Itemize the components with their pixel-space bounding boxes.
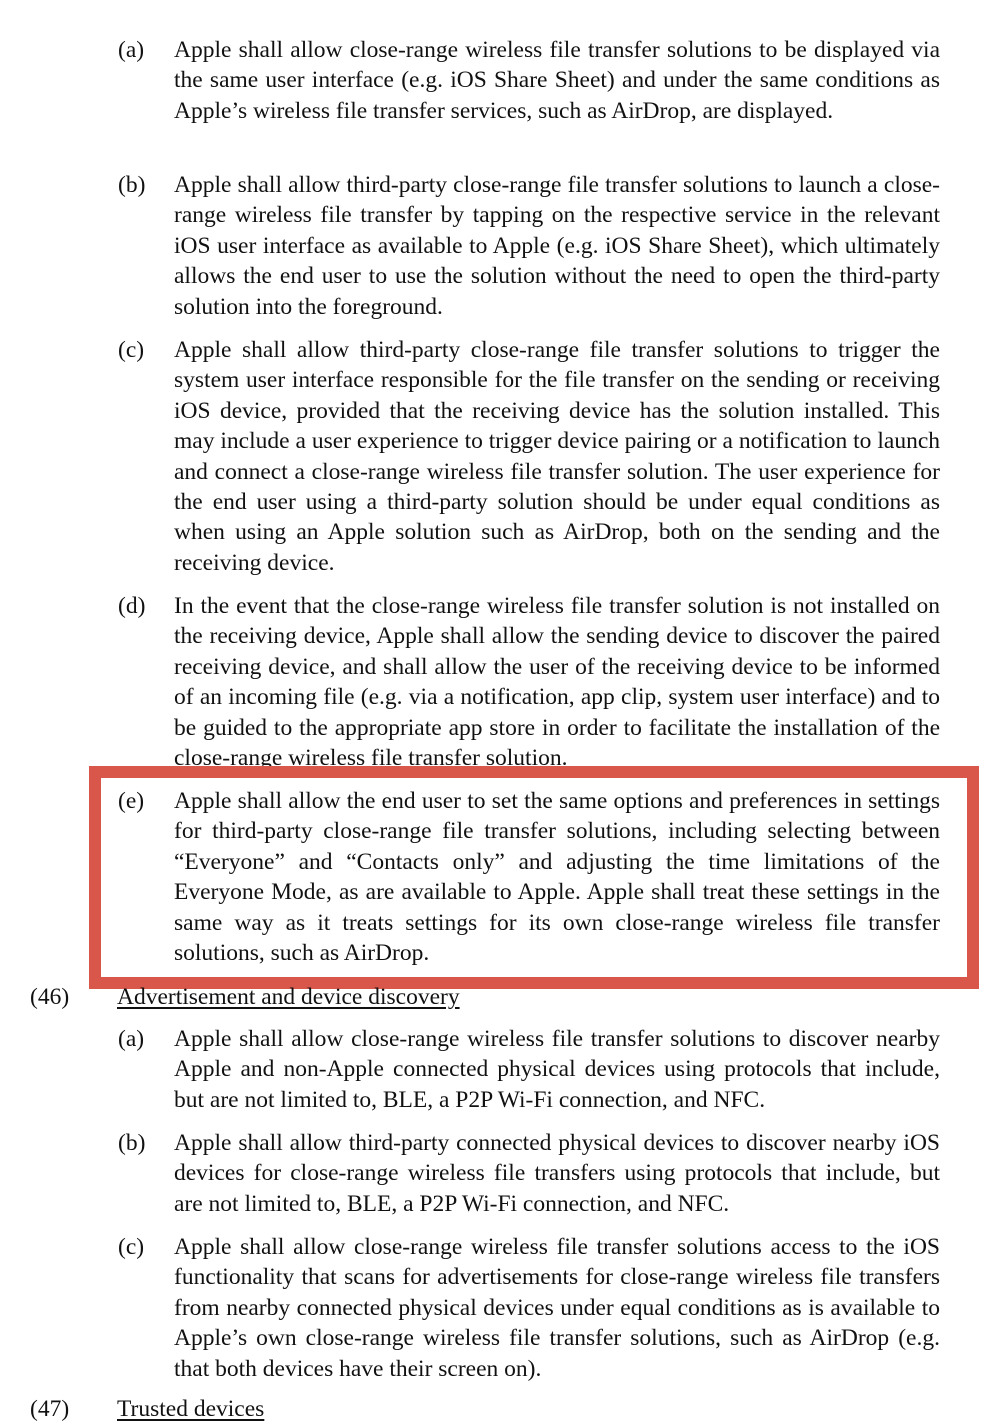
list-item-46b [118, 1128, 940, 1219]
list-item-45a [118, 35, 940, 126]
section-title: Trusted devices [117, 1396, 265, 1422]
list-item-45e [118, 786, 940, 968]
item-label: (c) [118, 337, 145, 363]
item-text: Apple shall allow third-party close-range file transfer solutions to launch a close-range wireless file transfer by tapping on the respective service in the relevant iOS user interface as available to Apple (e.g. iOS Share Sheet), which ultimately allows the end user to use the solution without the need to open the third-party solution into the foreground. [174, 172, 940, 320]
list-item-46c [118, 1232, 940, 1384]
item-text: Apple shall allow third-party connected physical devices to discover nearby iOS devices for close-range wireless file transfers using protocols that include, but are not limited to, BLE, a P2P Wi-Fi connection, and NFC. [174, 1130, 940, 1217]
item-label: (a) [118, 37, 145, 63]
list-item-45c [118, 335, 940, 578]
item-text: Apple shall allow close-range wireless file transfer solutions to be displayed via the same user interface (e.g. iOS Share Sheet) and under the same conditions as Apple’s wireless file transfer services, such as AirDrop, are displayed. [174, 37, 940, 124]
item-label: (c) [118, 1234, 145, 1260]
list-item-46a [118, 1024, 940, 1115]
section-number: (47) [30, 1396, 70, 1422]
item-text: Apple shall allow close-range wireless file transfer solutions to discover nearby Apple and non-Apple connected physical devices using protocols that include, but are not limited to, BLE, a P2P Wi-Fi connection, and NFC. [174, 1026, 940, 1113]
item-label: (e) [118, 788, 145, 814]
item-label: (b) [118, 1130, 146, 1156]
list-item-45b [118, 170, 940, 322]
item-text: In the event that the close-range wireless file transfer solution is not installed on the receiving device, Apple shall allow the sending device to discover the paired receiving device, and shall allow the user of the receiving device to be informed of an incoming file (e.g. via a notification, app clip, system user interface) and to be guided to the appropriate app store in order to facilitate the installation of the close-range wireless file transfer solution. [174, 593, 940, 772]
item-text: Apple shall allow third-party close-range file transfer solutions to trigger the system user interface responsible for the file transfer on the sending or receiving iOS device, provided that the receiving device has the solution installed. This may include a user experience to trigger device pairing or a notification to launch and connect a close-range wireless file transfer solution. The user experience for the end user using a third-party solution should be under equal conditions as when using an Apple solution such as AirDrop, both on the sending and the receiving device. [174, 337, 940, 576]
list-item-45d [118, 591, 940, 773]
item-label: (d) [118, 593, 146, 619]
item-text: Apple shall allow the end user to set the same options and preferences in settings for third-party close-range file transfer solutions, including selecting between “Everyone” and “Contacts only” and adjusting the time limitations of the Everyone Mode, as are available to Apple. Apple shall treat these settings in the same way as it treats settings for its own close-range wireless file transfer solutions, such as AirDrop. [174, 788, 940, 967]
section-title: Advertisement and device discovery [117, 984, 460, 1010]
section-number: (46) [30, 984, 70, 1010]
item-text: Apple shall allow close-range wireless file transfer solutions access to the iOS functionality that scans for advertisements for close-range wireless file transfers from nearby connected physical devices under equal conditions as is available to Apple’s own close-range wireless file transfer solutions, such as AirDrop (e.g. that both devices have their screen on). [174, 1234, 940, 1382]
item-label: (a) [118, 1026, 145, 1052]
item-label: (b) [118, 172, 146, 198]
